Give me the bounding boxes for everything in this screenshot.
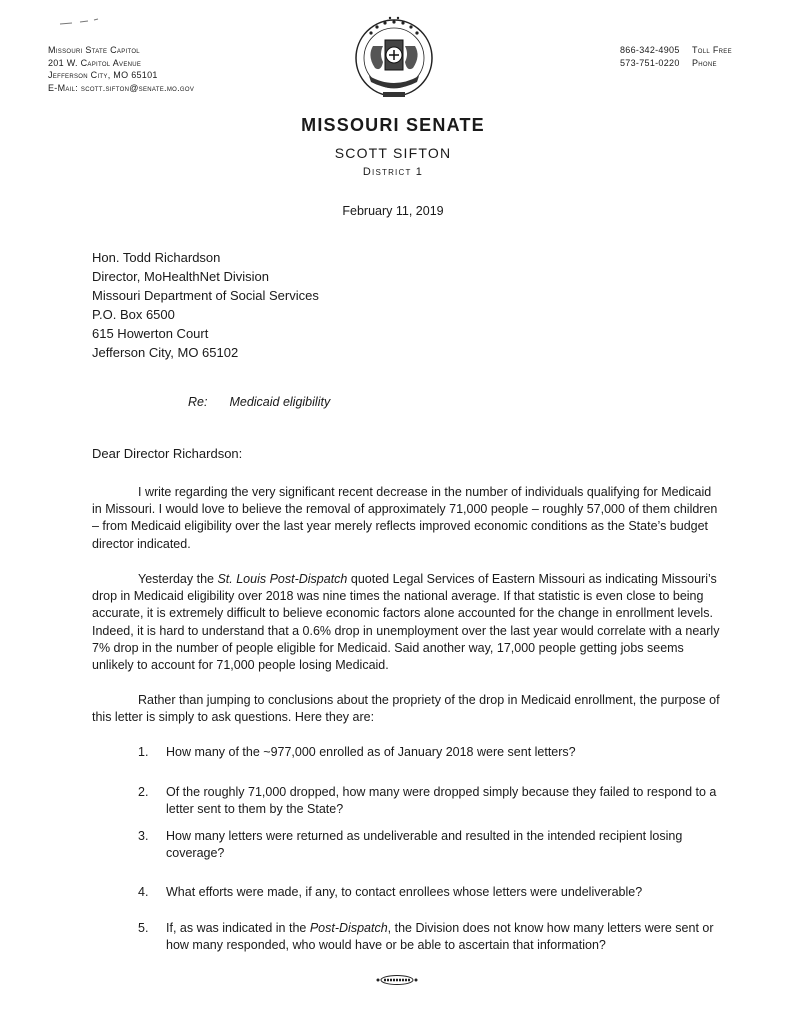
body-paragraph-3 xyxy=(92,692,722,726)
letterhead-title: MISSOURI SENATE xyxy=(301,115,485,135)
question-text: How many letters were returned as undeliverable and resulted in the intended recipient losing coverage? xyxy=(166,829,683,861)
question-text: What efforts were made, if any, to contact enrollees whose letters were undeliverable? xyxy=(166,885,643,899)
question-text-end: , the Division does not know how many letters were sent or how many responded, who would have or be able to ascertain that information? xyxy=(166,921,714,953)
paragraph-text xyxy=(92,571,722,674)
office-phone-row xyxy=(620,57,732,70)
paragraph-text: I write regarding the very significant recent decrease in the number of individuals qualifying for Medicaid in Missouri. I would love to believe the removal of approximately 71,000 people – roughly 57,000 of them children – from Medicaid eligibility over the last year merely reflects improved economic conditions as the State’s budget director indicated. xyxy=(92,485,718,551)
question-text: How many of the ~977,000 enrolled as of January 2018 were sent letters? xyxy=(166,745,576,759)
paragraph-text-start: Yesterday the xyxy=(138,572,218,586)
email-line: E-Mail: scott.sifton@senate.mo.gov xyxy=(48,82,195,93)
salutation: Dear Director Richardson: xyxy=(92,446,243,461)
newspaper-name: Post-Dispatch xyxy=(309,921,388,935)
senator-name: SCOTT SIFTON xyxy=(334,145,452,161)
recipient-line: Hon. Todd Richardson xyxy=(92,250,221,265)
toll-free-phone-row xyxy=(620,44,732,57)
question-text-start: If, as was indicated in the xyxy=(166,921,310,935)
union-label-icon xyxy=(372,974,422,986)
recipient-line: Director, MoHealthNet Division xyxy=(92,269,270,284)
question-number: 2. xyxy=(138,785,149,799)
question-text: Of the roughly 71,000 dropped, how many were dropped simply because they failed to respond to a letter sent to them by the State? xyxy=(166,785,717,817)
paragraph-text-end: quoted Legal Services of Eastern Missouri as indicating Missouri’s drop in Medicaid eligibility over 2018 was nine times the national average. If that statistic is even close to being accurate, it is extremely difficult to believe economic factors alone accounted for the change in enrollment levels. Indeed, it is hard to understand that a 0.6% drop in unemployment over the last year would correlate with a nearly 7% drop in the number of people eligible for Medicaid. Said another way, 17,000 people getting jobs seems unlikely to account for 71,000 people losing Medicaid. xyxy=(92,572,720,673)
question-number: 5. xyxy=(138,921,149,935)
scan-mark-icon xyxy=(58,18,106,26)
missouri-state-seal-icon xyxy=(353,12,435,104)
toll-free-label: Toll Free xyxy=(692,45,732,55)
subject-label: Re: xyxy=(188,395,208,409)
office-phone-number: 573-751-0220 xyxy=(620,57,680,68)
district-label: District 1 xyxy=(362,166,424,178)
address-line: Missouri State Capitol xyxy=(48,45,140,55)
subject-text: Medicaid eligibility xyxy=(229,395,331,409)
senator-address-block xyxy=(48,44,194,94)
paragraph-text: Rather than jumping to conclusions about the propriety of the drop in Medicaid enrollment, the purpose of this letter is simply to ask questions. Here they are: xyxy=(92,693,720,725)
body-paragraph-1 xyxy=(92,484,722,553)
question-number: 3. xyxy=(138,829,149,843)
recipient-line: Missouri Department of Social Services xyxy=(92,288,319,303)
question-number: 1. xyxy=(138,745,149,759)
question-number: 4. xyxy=(138,885,149,899)
recipient-line: 615 Howerton Court xyxy=(92,326,209,341)
newspaper-name: St. Louis Post-Dispatch xyxy=(217,572,348,586)
recipient-line: Jefferson City, MO 65102 xyxy=(92,345,239,360)
address-line: Jefferson City, MO 65101 xyxy=(48,70,158,80)
recipient-line: P.O. Box 6500 xyxy=(92,307,175,322)
office-phone-label: Phone xyxy=(692,57,717,68)
toll-free-number: 866-342-4905 xyxy=(620,45,680,55)
body-paragraph-2 xyxy=(92,571,722,674)
senator-phone-block xyxy=(620,44,732,69)
recipient-address xyxy=(92,248,319,362)
address-line: 201 W. Capitol Avenue xyxy=(48,57,142,68)
subject-line xyxy=(188,395,330,409)
question-text xyxy=(166,920,726,954)
letter-date: February 11, 2019 xyxy=(342,204,444,218)
